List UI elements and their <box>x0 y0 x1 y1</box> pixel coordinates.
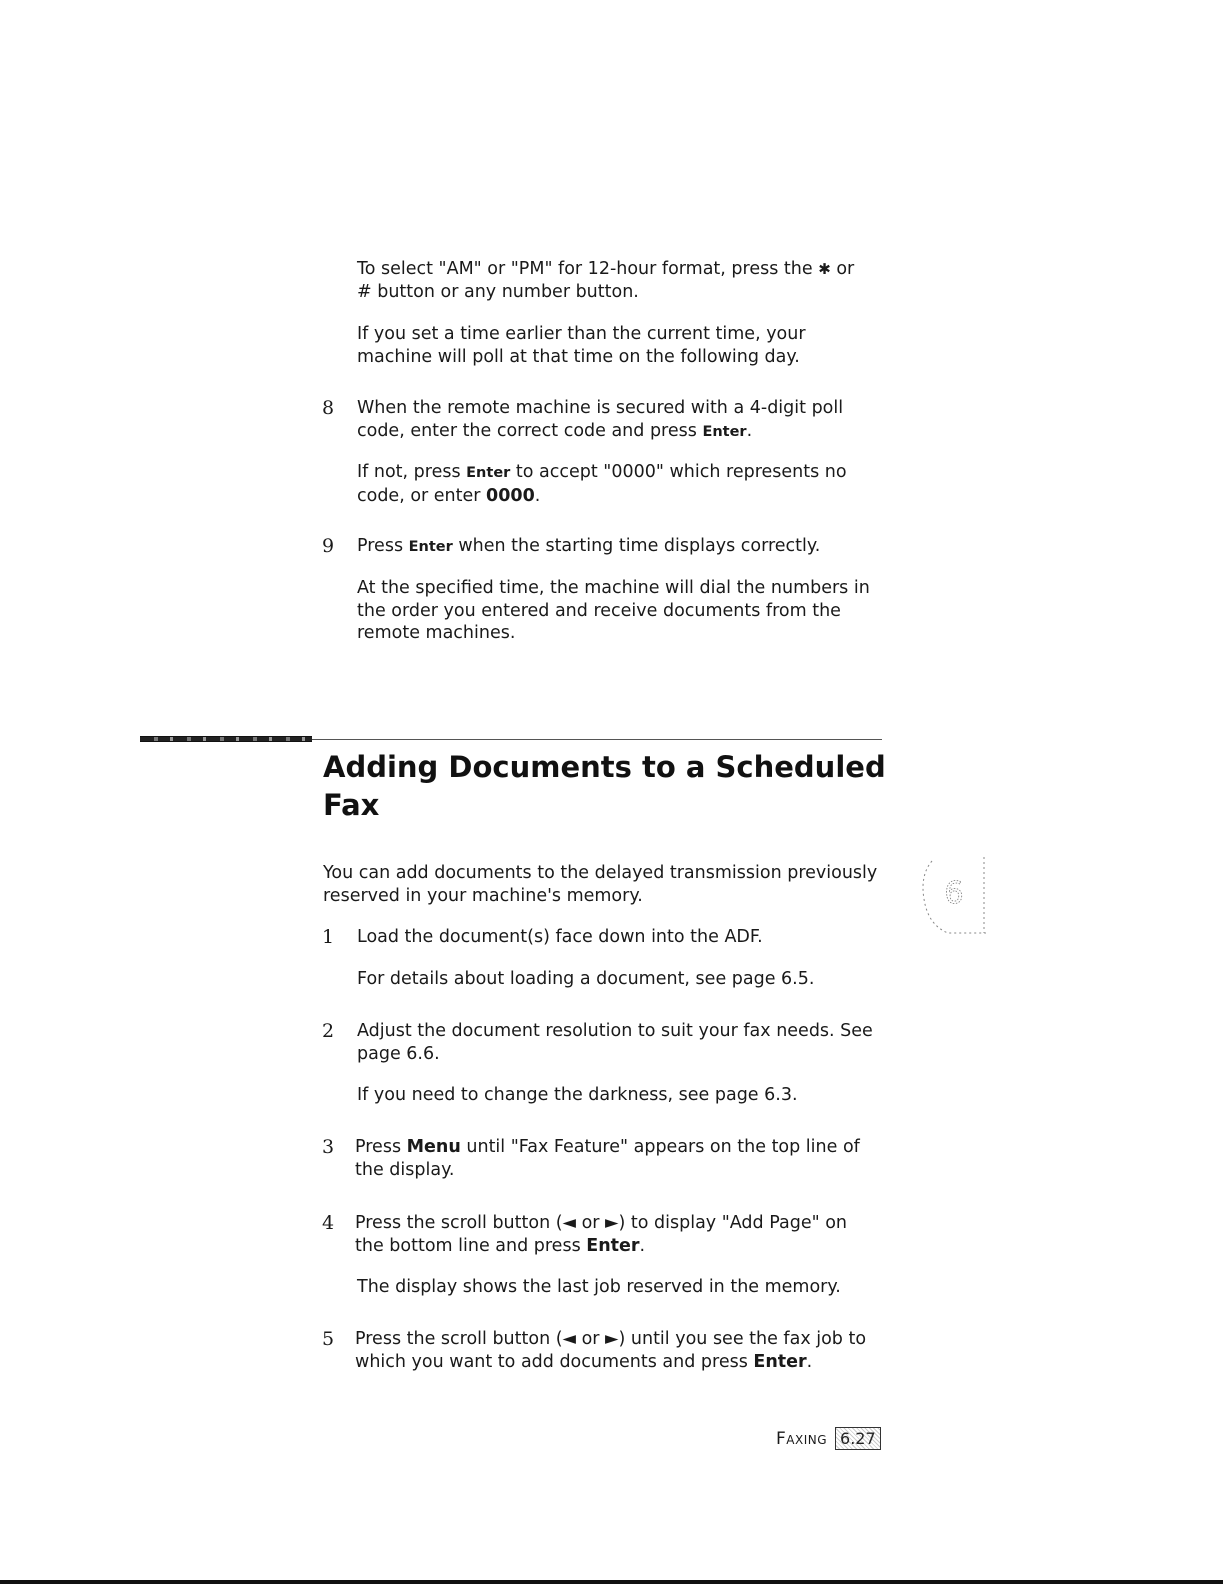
enter-key-label: Enter <box>586 1235 640 1256</box>
step9-text-b: when the starting time displays correctly. <box>452 536 821 556</box>
step4-text <box>355 1212 895 1257</box>
step-number: 2 <box>322 1020 335 1042</box>
page-footer <box>776 1427 881 1450</box>
ampm-text-hash: # button or any number button. <box>357 281 639 302</box>
step-number: 3 <box>322 1136 335 1158</box>
step5-text-a: Press the scroll button (◄ or ►) until you see the fax job to which you want to add documents and press <box>355 1329 867 1372</box>
step4-text-b: . <box>639 1235 646 1256</box>
step-number: 9 <box>322 535 335 557</box>
step-number: 5 <box>322 1328 335 1350</box>
section-rule-line <box>312 739 882 740</box>
step1-note: For details about loading a document, see page 6.5. <box>357 969 815 989</box>
step1-text: Load the document(s) face down into the ADF. <box>357 927 763 947</box>
step5-text <box>355 1328 895 1373</box>
step9-text <box>357 535 897 559</box>
step4-note: The display shows the last job reserved in the memory. <box>357 1277 841 1297</box>
chapter-tab-number: 6 <box>944 876 964 911</box>
earlier-time-paragraph: If you set a time earlier than the current time, your machine will poll at that time on the following day. <box>357 324 806 367</box>
section-heading: Adding Documents to a Scheduled Fax <box>323 750 886 822</box>
step8-text-b: . <box>746 420 753 441</box>
step8-text <box>357 397 897 443</box>
step5-text-b: . <box>806 1351 813 1372</box>
ampm-text-or: or <box>830 259 855 279</box>
ampm-paragraph <box>357 258 897 303</box>
step2-note: If you need to change the darkness, see page 6.3. <box>357 1085 798 1105</box>
step-number: 1 <box>322 926 335 948</box>
enter-key-label: Enter <box>466 465 511 481</box>
default-code: 0000 <box>486 485 535 506</box>
step9-note: At the specified time, the machine will dial the numbers in the order you entered and receive documents from the remote machines. <box>357 578 870 643</box>
step8-note-c: . <box>534 485 541 506</box>
step8-note-a: If not, press <box>357 462 467 482</box>
star-key-icon: ✱ <box>818 260 831 278</box>
step8-text-a: When the remote machine is secured with a 4-digit poll code, enter the correct code and press <box>357 398 844 441</box>
section-rule-bar <box>140 736 312 742</box>
step3-text-b: until "Fax Feature" appears on the top line of the display. <box>355 1137 860 1180</box>
step9-text-a: Press <box>357 536 409 556</box>
step2-text: Adjust the document resolution to suit your fax needs. See page 6.6. <box>357 1021 873 1064</box>
enter-key-label: Enter <box>753 1351 807 1372</box>
section-intro: You can add documents to the delayed transmission previously reserved in your machine's memory. <box>323 863 878 906</box>
ampm-text: To select "AM" or "PM" for 12-hour format, press the <box>357 259 819 279</box>
step-number: 4 <box>322 1212 335 1234</box>
footer-chapter-label: Faxing <box>776 1428 828 1449</box>
step3-text <box>355 1136 895 1181</box>
step8-note <box>357 461 897 507</box>
step-number: 8 <box>322 397 335 419</box>
step3-text-a: Press <box>355 1137 407 1157</box>
enter-key-label: Enter <box>408 539 453 555</box>
step8-note-b: to accept "0000" which represents no code, or enter <box>357 462 847 506</box>
step4-text-a: Press the scroll button (◄ or ►) to display "Add Page" on the bottom line and press <box>355 1213 847 1256</box>
enter-key-label: Enter <box>702 423 747 440</box>
chapter-tab-icon <box>918 855 986 935</box>
page-number: 6.27 <box>835 1427 881 1450</box>
menu-key-label: Menu <box>406 1137 461 1157</box>
page-bottom-edge <box>0 1580 1223 1584</box>
